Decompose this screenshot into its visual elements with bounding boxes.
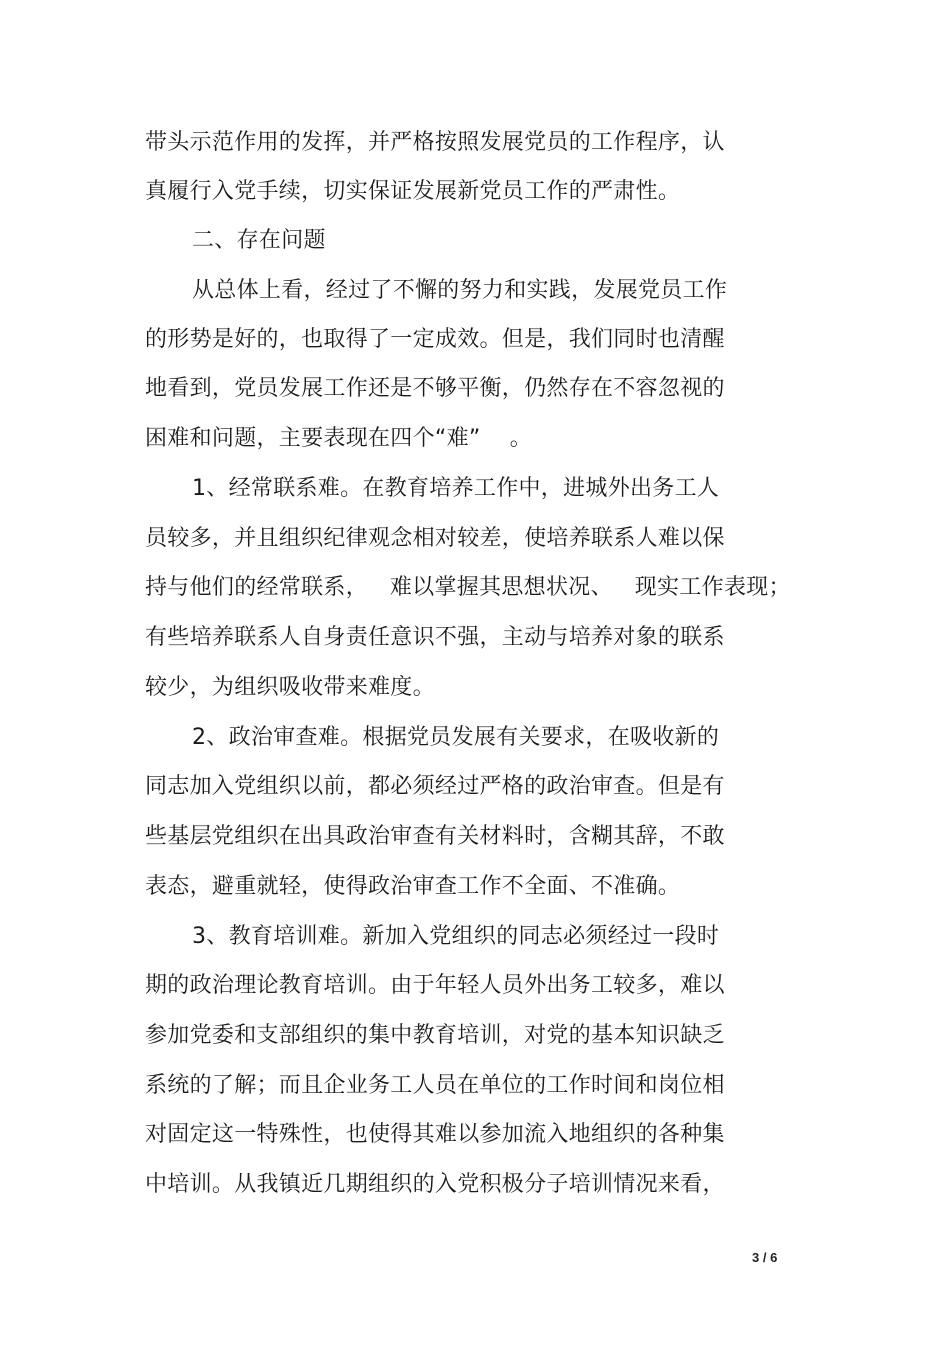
text-line: 些基层党组织在出具政治审查有关材料时，含糊其辞，不敢 xyxy=(145,824,725,849)
section-heading: 二、存在问题 xyxy=(192,228,326,253)
text-line: 3、教育培训难。新加入党组织的同志必须经过一段时 xyxy=(192,924,720,949)
text-line: 真履行入党手续，切实保证发展新党员工作的严肃性。 xyxy=(145,179,681,204)
text-line: 同志加入党组织以前，都必须经过严格的政治审查。但是有 xyxy=(145,774,725,799)
text-line: 较少，为组织吸收带来难度。 xyxy=(145,675,435,700)
page-number: 3 / 6 xyxy=(752,1250,778,1265)
text-line: 表态，避重就轻，使得政治审查工作不全面、不准确。 xyxy=(145,874,681,899)
text-line: 系统的了解；而且企业务工人员在单位的工作时间和岗位相 xyxy=(145,1073,725,1098)
text-line: 中培训。从我镇近几期组织的入党积极分子培训情况来看， xyxy=(145,1172,725,1197)
text-line: 地看到，党员发展工作还是不够平衡，仍然存在不容忽视的 xyxy=(145,376,725,401)
text-line: 困难和问题，主要表现在四个“难” 。 xyxy=(145,426,533,451)
text-line: 期的政治理论教育培训。由于年轻人员外出务工较多，难以 xyxy=(145,973,725,998)
text-line: 2、政治审查难。根据党员发展有关要求，在吸收新的 xyxy=(192,725,720,750)
text-line: 1、经常联系难。在教育培养工作中，进城外出务工人 xyxy=(192,476,720,501)
text-line: 从总体上看，经过了不懈的努力和实践，发展党员工作 xyxy=(192,278,728,303)
text-line: 参加党委和支部组织的集中教育培训，对党的基本知识缺乏 xyxy=(145,1023,725,1048)
text-line: 员较多，并且组织纪律观念相对较差，使培养联系人难以保 xyxy=(145,526,725,551)
text-line: 对固定这一特殊性，也使得其难以参加流入地组织的各种集 xyxy=(145,1122,725,1147)
text-line: 持与他们的经常联系， 难以掌握其思想状况、 现实工作表现； xyxy=(145,575,791,600)
text-line: 带头示范作用的发挥，并严格按照发展党员的工作程序，认 xyxy=(145,130,725,155)
text-line: 的形势是好的，也取得了一定成效。但是，我们同时也清醒 xyxy=(145,327,725,352)
text-line: 有些培养联系人自身责任意识不强，主动与培养对象的联系 xyxy=(145,625,725,650)
